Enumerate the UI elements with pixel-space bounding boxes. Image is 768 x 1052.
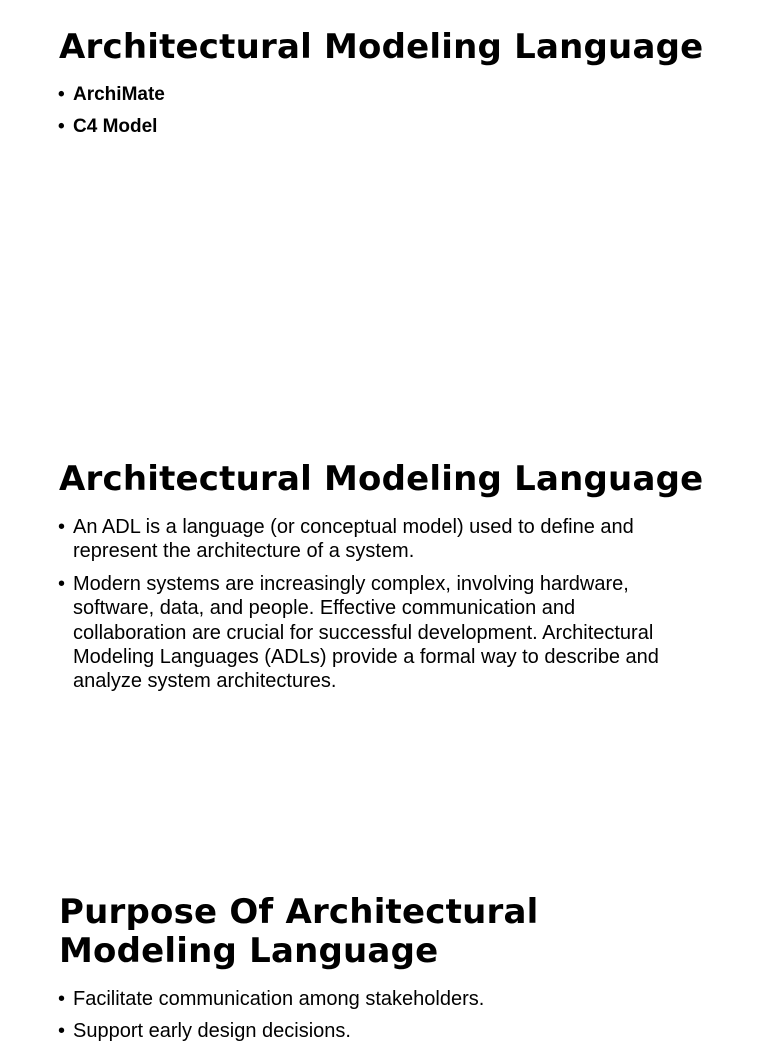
bullet-text: ArchiMate (73, 84, 165, 105)
bullet-text: An ADL is a language (or conceptual model) used to define and represent the architecture of a system. (73, 516, 634, 563)
slide-architectural-modeling-language-examples (0, 28, 768, 148)
bullet-item-modern-systems (58, 572, 693, 694)
bullet-text: C4 Model (73, 116, 158, 138)
bullet-item-c4-model (58, 115, 693, 139)
bullet-icon: • (58, 988, 66, 1010)
bullet-list (0, 515, 768, 694)
slide-title: Architectural Modeling Language (59, 459, 704, 499)
bullet-item-adl-definition (58, 515, 693, 564)
bullet-list (0, 987, 768, 1044)
bullet-icon: • (58, 1020, 66, 1043)
bullet-icon: • (58, 116, 65, 138)
bullet-text: Modern systems are increasingly complex, involving hardware, software, data, and people. Effective communication and collaboration are crucial for successful development. Architectural Modeling Languages (ADLs) provide a formal way to describe and analyze system architectures. (73, 572, 659, 693)
bullet-item-support-early-design (58, 1019, 693, 1043)
bullet-icon: • (58, 572, 66, 595)
bullet-text: Support early design decisions. (73, 1020, 351, 1043)
slide-architectural-modeling-language-definition (0, 460, 768, 702)
bullet-icon: • (58, 516, 66, 538)
slide-purpose-of-architectural-modeling-language (0, 893, 768, 1052)
bullet-text: Facilitate communication among stakeholders. (73, 988, 485, 1010)
bullet-list (0, 83, 768, 140)
slide-title: Architectural Modeling Language (59, 27, 704, 67)
bullet-icon: • (58, 84, 65, 105)
slide-title: Purpose Of Architectural Modeling Language (59, 892, 539, 971)
bullet-item-facilitate-communication (58, 987, 693, 1011)
bullet-item-archimate (58, 83, 693, 107)
